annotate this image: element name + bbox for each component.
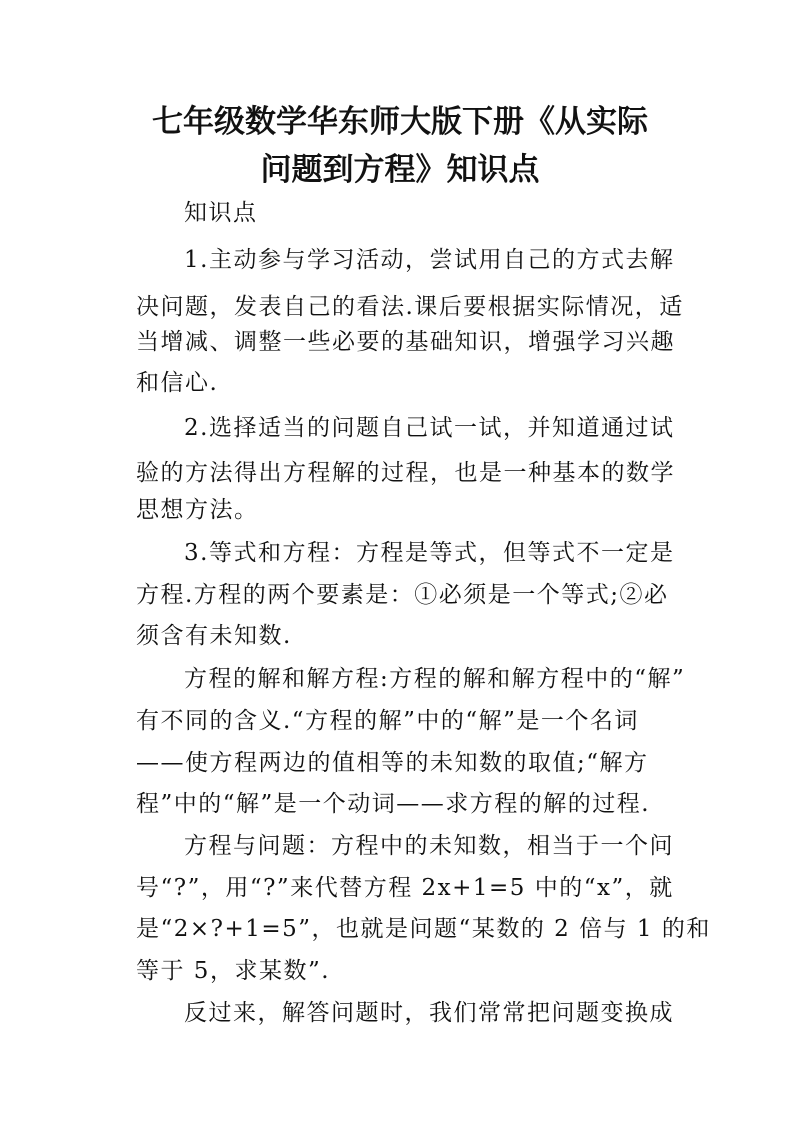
paragraph-line: 当增减、调整一些必要的基础知识，增强学习兴趣 [136, 329, 675, 355]
paragraph-line: 号“?”，用“?”来代替方程 2x+1=5 中的“x”，就 [136, 875, 674, 901]
paragraph-line: 有不同的含义.“方程的解”中的“解”是一个名词 [136, 708, 639, 734]
paragraph-line: 程”中的“解”是一个动词——求方程的解的过程. [136, 791, 651, 817]
paragraph-line: 是“2×?+1=5”，也就是问题“某数的 2 倍与 1 的和 [136, 916, 711, 942]
paragraph-line: 反过来，解答问题时，我们常常把问题变换成 [184, 1000, 674, 1026]
document-title-line-1: 七年级数学华东师大版下册《从实际 [152, 104, 648, 140]
paragraph-line: 等于 5，求某数”. [136, 958, 331, 984]
paragraph-line: 须含有未知数. [136, 623, 292, 649]
paragraph-line: 方程.方程的两个要素是：①必须是一个等式;②必 [136, 582, 669, 608]
paragraph-line: 决问题，发表自己的看法.课后要根据实际情况，适 [136, 294, 684, 320]
paragraph-line: 和信心. [136, 370, 219, 396]
paragraph-line: ——使方程两边的值相等的未知数的取值;“解方 [136, 750, 649, 776]
paragraph-line: 方程的解和解方程:方程的解和解方程中的“解” [184, 666, 686, 692]
paragraph-line: 2.选择适当的问题自己试一试，并知道通过试 [184, 415, 675, 441]
document-title-line-2: 问题到方程》知识点 [260, 152, 540, 188]
paragraph-line: 验的方法得出方程解的过程，也是一种基本的数学 [136, 460, 675, 486]
paragraph-line: 3.等式和方程：方程是等式，但等式不一定是 [184, 540, 675, 566]
paragraph-line: 思想方法。 [136, 497, 259, 523]
paragraph-line: 方程与问题：方程中的未知数，相当于一个问 [184, 833, 674, 859]
paragraph-line: 1.主动参与学习活动，尝试用自己的方式去解 [184, 247, 675, 273]
section-heading: 知识点 [184, 200, 258, 226]
